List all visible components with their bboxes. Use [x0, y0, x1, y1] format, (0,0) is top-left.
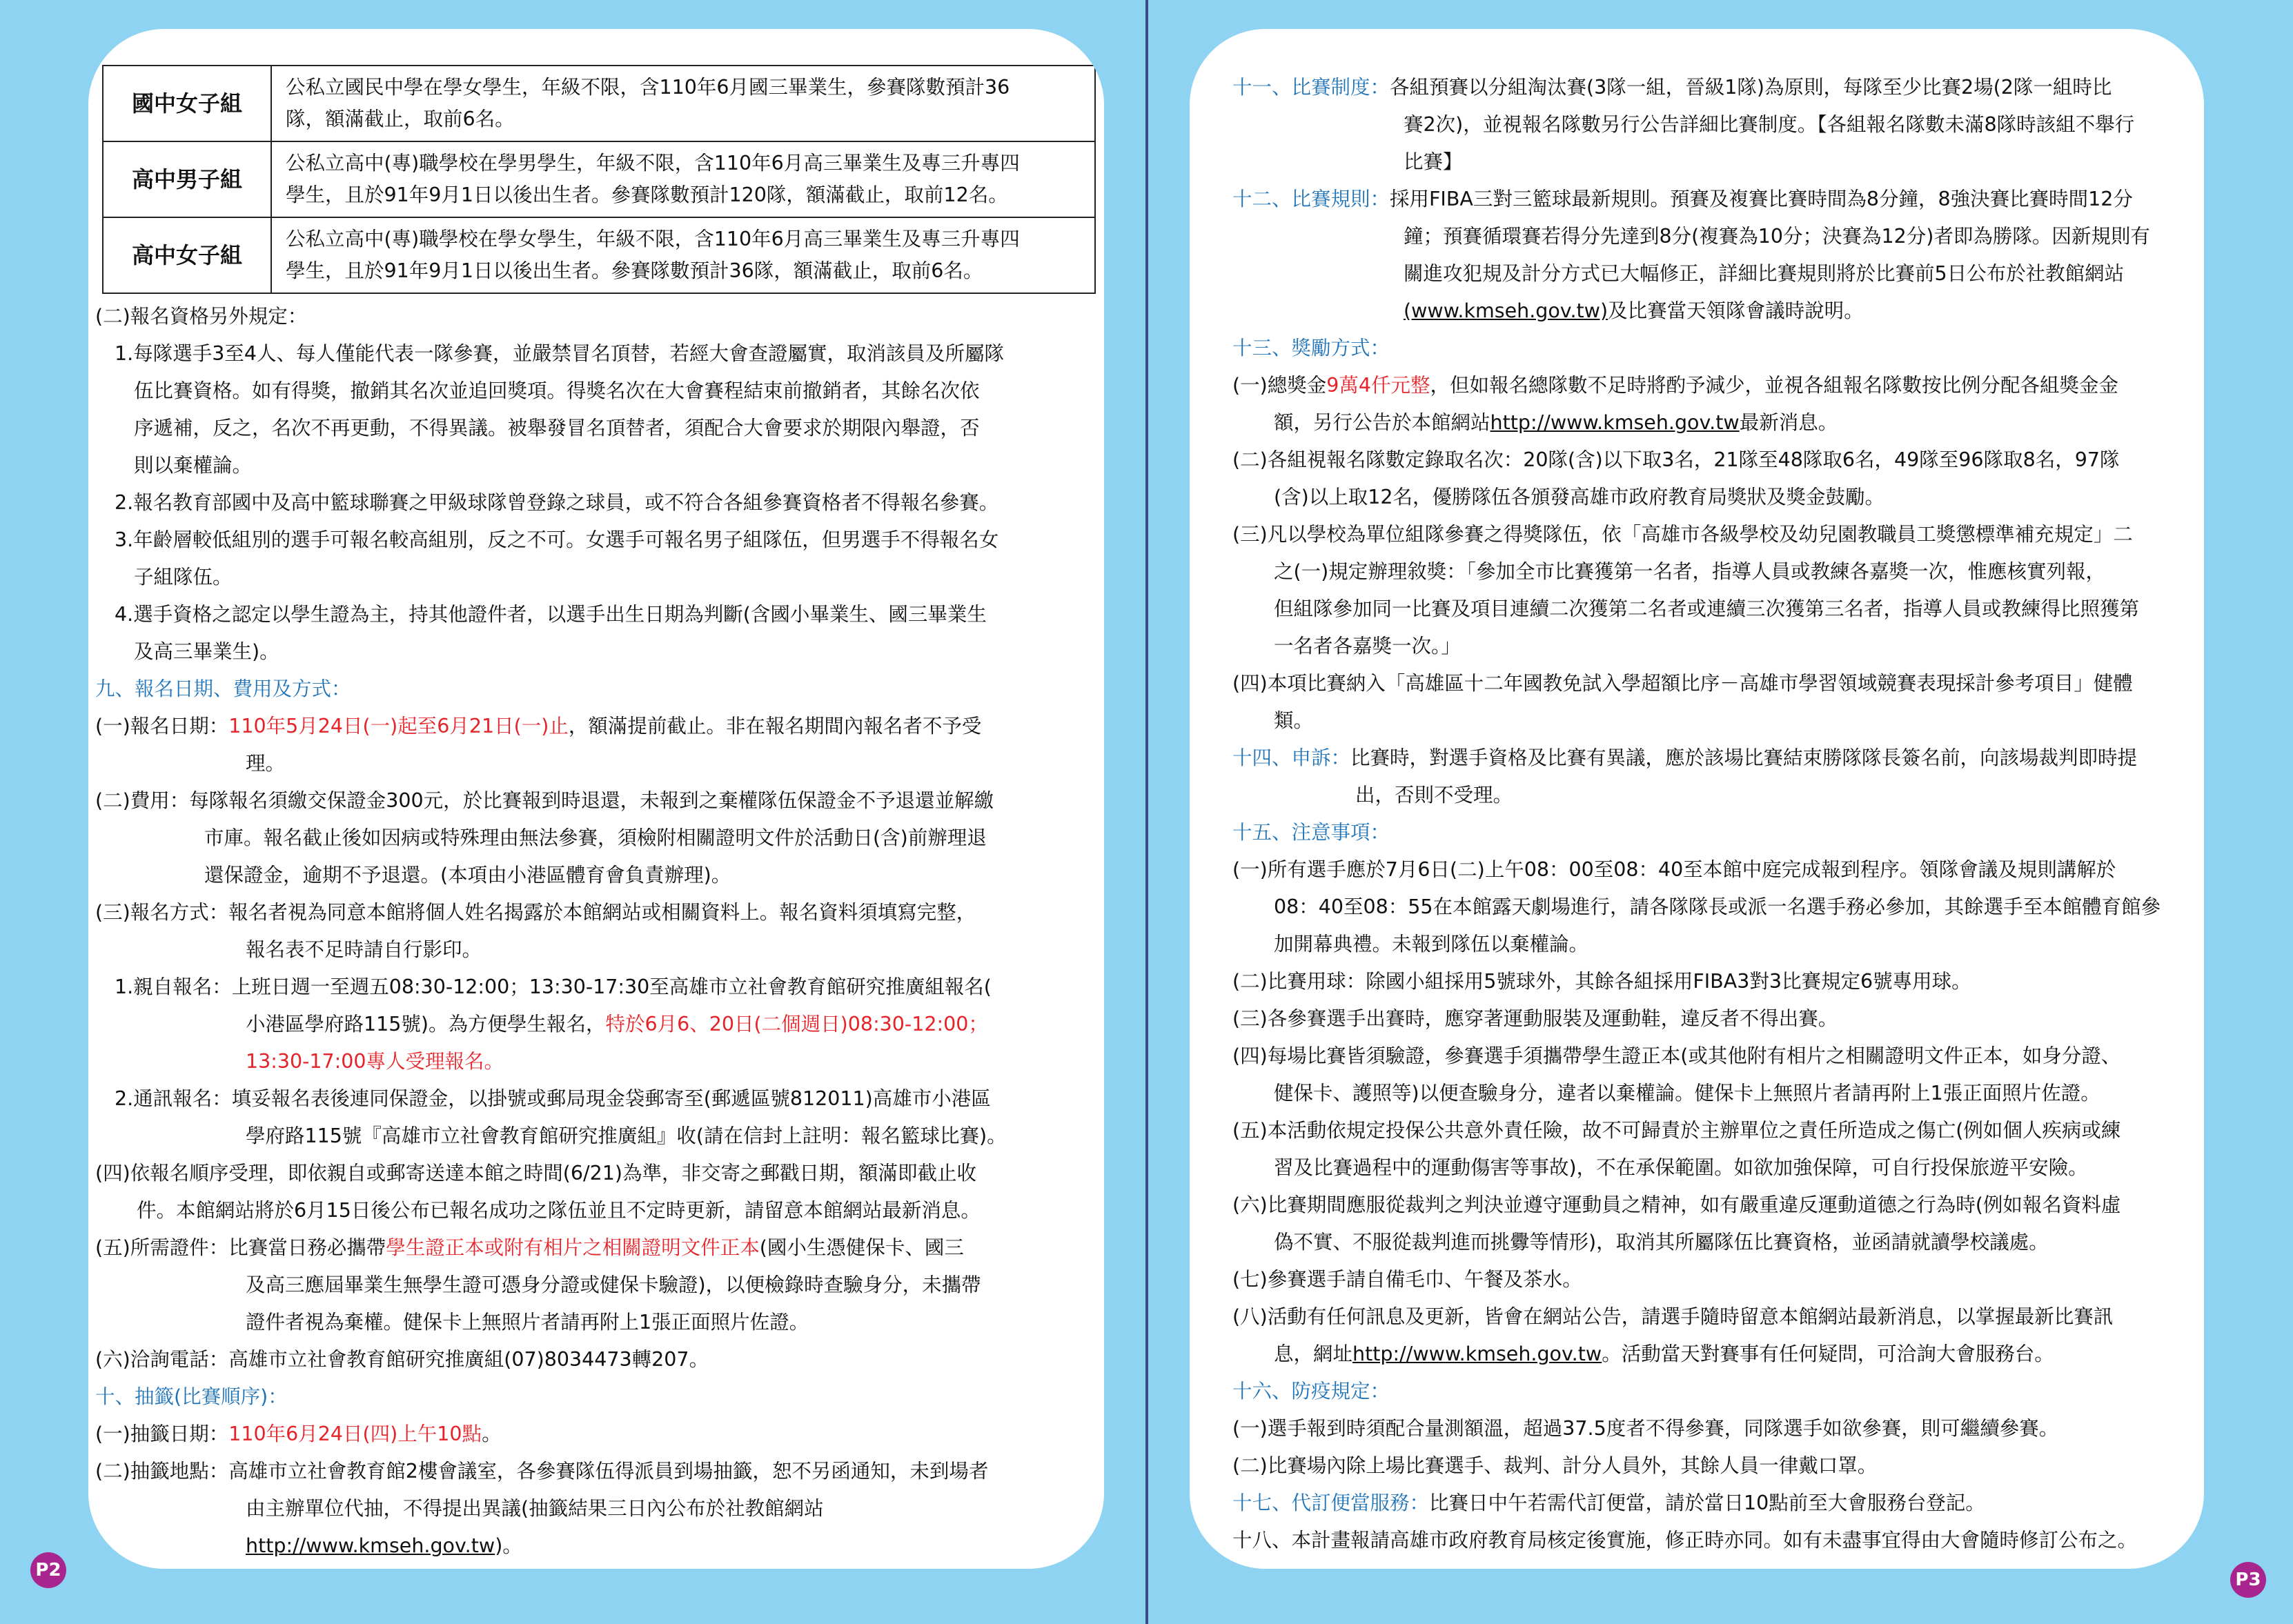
- rule-text: 鐘；預賽循環賽若得分先達到8分(複賽為10分；決賽為12分)者即為勝隊。因新規則有: [1404, 225, 2150, 248]
- notice-item: (一)所有選手應於7月6日(二)上午08：00至08：40至本館中庭完成報到程序。領隊會議及規則講解於: [1232, 858, 2116, 881]
- eligibility-table: [102, 65, 1096, 294]
- rule-text: 證件者視為棄權。健保卡上無照片者請再附上1張正面照片佐證。: [246, 1311, 809, 1334]
- website-link[interactable]: (www.kmseh.gov.tw): [1404, 299, 1608, 322]
- section-heading: 十、抽籤(比賽順序)：: [95, 1385, 288, 1408]
- draw-location: (二)抽籤地點：高雄市立社會教育館2樓會議室，各參賽隊伍得派員到場抽籤，恕不另函通知，未到場者: [95, 1460, 989, 1483]
- rule-text: 出，否則不受理。: [1355, 784, 1513, 806]
- fee-rule: (二)費用：每隊報名須繳交保證金300元，於比賽報到時退還，未報到之棄權隊伍保證金不予退還並解繳: [95, 789, 994, 812]
- rule-text: 加開幕典禮。未報到隊伍以棄權論。: [1274, 933, 1589, 955]
- group-name: 高中男子組: [103, 141, 271, 217]
- rule-text: 則以棄權論。: [134, 454, 253, 477]
- notice-item: (六)比賽期間應服從裁判之判決並遵守運動員之精神，如有嚴重違反運動道德之行為時(例如報名資料虛: [1232, 1194, 2121, 1216]
- notice-item: (四)每場比賽皆須驗證，參賽選手須攜帶學生證正本(或其他附有相片之相關證明文件正本，如身分證、: [1232, 1044, 2121, 1067]
- group-name: 高中女子組: [103, 217, 271, 293]
- rule-text: 賽2次)，並視報名隊數另行公告詳細比賽制度。【各組報名隊數未滿8隊時該組不舉行: [1404, 113, 2135, 136]
- notice-item: (七)參賽選手請自備毛巾、午餐及茶水。: [1232, 1268, 1582, 1291]
- lunch-service: 十七、代訂便當服務：比賽日中午若需代訂便當，請於當日10點前至大會服務台登記。: [1232, 1492, 1985, 1514]
- prize-money: (一)總獎金9萬4仟元整，但如報名總隊數不足時將酌予減少，並視各組報名隊數按比例分配各組獎金金: [1232, 374, 2119, 397]
- competition-rules: 十二、比賽規則：採用FIBA三對三籃球最新規則。預賽及複賽比賽時間為8分鐘，8強決賽比賽時間12分: [1232, 188, 2133, 210]
- group-name: 國中女子組: [103, 66, 271, 141]
- website-link[interactable]: http://www.kmseh.gov.tw: [1352, 1343, 1602, 1365]
- rule-text: 比賽】: [1404, 150, 1463, 173]
- group-description: 公私立國民中學在學女學生，年級不限，含110年6月國三畢業生，參賽隊數預計36 隊，額滿截止，取前6名。: [271, 66, 1095, 141]
- rule-text: 學府路115號『高雄市立社會教育館研究推廣組』收(請在信封上註明：報名籃球比賽)。: [246, 1125, 1007, 1147]
- website-link[interactable]: http://www.kmseh.gov.tw: [1490, 411, 1740, 434]
- table-row: [103, 141, 1095, 217]
- rule-text: 之(一)規定辦理敘獎：「參加全市比賽獲第一名者，指導人員或教練各嘉獎一次，惟應核實列報，: [1274, 560, 2105, 583]
- rule-text: 由主辦單位代抽，不得提出異議(抽籤結果三日內公布於社教館網站: [246, 1497, 824, 1520]
- admission-rule: (四)本項比賽納入「高雄區十二年國教免試入學超額比序－高雄市學習領域競賽表現採計參考項目」健體: [1232, 672, 2133, 695]
- subsection-heading: (二)報名資格另外規定：: [95, 305, 308, 328]
- left-body: [88, 298, 1104, 1565]
- book-spine: [1145, 0, 1148, 1624]
- epidemic-rule: (二)比賽場內除上場比賽選手、裁判、計分人員外，其餘人員一律戴口罩。: [1232, 1454, 1878, 1477]
- notice-item: (三)各參賽選手出賽時，應穿著運動服裝及運動鞋，違反者不得出賽。: [1232, 1007, 1838, 1030]
- rule-text: 息，網址http://www.kmseh.gov.tw。活動當天對賽事有任何疑問，可洽詢大會服務台。: [1274, 1343, 2054, 1365]
- award-rule: (三)凡以學校為單位組隊參賽之得獎隊伍，依「高雄市各級學校及幼兒園教職員工獎懲標準補充規定」二: [1232, 523, 2133, 546]
- rule-text: 但組隊參加同一比賽及項目連續二次獲第二名者或連續三次獲第三名者，指導人員或教練得比照獲第: [1274, 597, 2140, 620]
- rule-text: 健保卡、護照等)以便查驗身分，違者以棄權論。健保卡上無照片者請再附上1張正面照片佐證。: [1274, 1082, 2100, 1105]
- epidemic-rule: (一)選手報到時須配合量測額溫，超過37.5度者不得參賽，同隊選手如欲參賽，則可繼續參賽。: [1232, 1417, 2059, 1440]
- notice-item: (八)活動有任何訊息及更新，皆會在網站公告，請選手隨時留意本館網站最新消息，以掌握最新比賽訊: [1232, 1305, 2114, 1328]
- notice-item: (二)比賽用球：除國小組採用5號球外，其餘各組採用FIBA3對3比賽規定6號專用球。: [1232, 970, 1971, 993]
- rule-text: 及高三畢業生)。: [134, 640, 279, 663]
- rule-text: 額，另行公告於本館網站http://www.kmseh.gov.tw最新消息。: [1274, 411, 1838, 434]
- right-page: [1190, 29, 2204, 1569]
- rule-text: 習及比賽過程中的運動傷害等事故)，不在承保範圍。如欲加強保障，可自行投保旅遊平安險。: [1274, 1156, 2088, 1179]
- section-heading: 十三、獎勵方式：: [1232, 337, 1390, 359]
- rule-text: 偽不實、不服從裁判進而挑釁等情形)，取消其所屬隊伍比賽資格，並函請就讀學校議處。: [1274, 1231, 2049, 1254]
- in-person-registration: 1.親自報名：上班日週一至週五08:30-12:00；13:30-17:30至高雄市立社會教育館研究推廣組報名(: [115, 976, 992, 998]
- notice-item: (五)本活動依規定投保公共意外責任險，故不可歸責於主辦單位之責任所造成之傷亡(例如個人疾病或練: [1232, 1119, 2121, 1142]
- rule-text: 件。本館網站將於6月15日後公布已報名成功之隊伍並且不定時更新，請留意本館網站最新消息。: [137, 1199, 981, 1222]
- rule-item: 3.年齡層較低組別的選手可報名較高組別，反之不可。女選手可報名男子組隊伍，但男選手不得報名女: [115, 528, 999, 551]
- rule-item: 2.報名教育部國中及高中籃球聯賽之甲級球隊曾登錄之球員，或不符合各組參賽資格者不得報名參賽。: [115, 491, 999, 514]
- rule-text: 子組隊伍。: [134, 566, 233, 588]
- rule-text: 08：40至08：55在本館露天劇場進行，請各隊隊長或派一名選手務必參加，其餘選手至本館體育館參: [1274, 895, 2161, 918]
- appeal-rule: 十四、申訴：比賽時，對選手資格及比賽有異議，應於該場比賽結束勝隊隊長簽名前，向該場裁判即時提: [1232, 746, 2138, 769]
- competition-system: 十一、比賽制度：各組預賽以分組淘汰賽(3隊一組，晉級1隊)為原則，每隊至少比賽2場(2隊一組時比: [1232, 76, 2112, 99]
- table-row: [103, 217, 1095, 293]
- rule-text: 一名者各嘉獎一次。」: [1274, 635, 1461, 657]
- draw-date: (一)抽籤日期：110年6月24日(四)上午10點。: [95, 1423, 502, 1445]
- rule-text: 序遞補，反之，名次不再更動，不得異議。被舉發冒名頂替者，須配合大會要求於期限內舉證，否: [134, 417, 980, 439]
- rule-item: 1.每隊選手3至4人、每人僅能代表一隊參賽，並嚴禁冒名頂替，若經大會查證屬實，取消該員及所屬隊: [115, 342, 1004, 365]
- contact-phone: (六)洽詢電話：高雄市立社會教育館研究推廣組(07)8034473轉207。: [95, 1348, 709, 1371]
- rule-text: http://www.kmseh.gov.tw)。: [246, 1534, 522, 1557]
- rule-text: 小港區學府路115號)。為方便學生報名，特於6月6、20日(二個週日)08:30-12:00；: [246, 1013, 988, 1036]
- group-description: 公私立高中(專)職學校在學男學生，年級不限，含110年6月高三畢業生及專三升專四 學生，且於91年9月1日以後出生者。參賽隊數預計120隊，額滿截止，取前12名。: [271, 141, 1095, 217]
- left-page: [88, 29, 1104, 1569]
- section-heading: 十五、注意事項：: [1232, 821, 1390, 844]
- rule-text: 市庫。報名截止後如因病或特殊理由無法參賽，須檢附相關證明文件於活動日(含)前辦理退: [204, 826, 987, 849]
- rule-text: 伍比賽資格。如有得獎，撤銷其名次並追回獎項。得獎名次在大會賽程結束前撤銷者，其餘名次依: [134, 379, 980, 402]
- rule-item: 4.選手資格之認定以學生證為主，持其他證件者，以選手出生日期為判斷(含國小畢業生、國三畢業生: [115, 603, 987, 626]
- rule-text: (www.kmseh.gov.tw)及比賽當天領隊會議時說明。: [1404, 299, 1864, 322]
- rule-text: 還保證金，逾期不予退還。(本項由小港區體育會負責辦理)。: [204, 864, 731, 887]
- required-documents: (五)所需證件：比賽當日務必攜帶學生證正本或附有相片之相關證明文件正本(國小生憑健保卡、國三: [95, 1236, 964, 1259]
- final-clause: 十八、本計畫報請高雄市政府教育局核定後實施，修正時亦同。如有未盡事宜得由大會隨時修訂公布之。: [1232, 1529, 2138, 1552]
- ranking-rule: (二)各組視報名隊數定錄取名次：20隊(含)以下取3名，21隊至48隊取6名，49隊至96隊取8名，97隊: [1232, 448, 2120, 471]
- right-body: [1232, 69, 2192, 1559]
- registration-order: (四)依報名順序受理，即依親自或郵寄送達本館之時間(6/21)為準，非交寄之郵戳日期，額滿即截止收: [95, 1162, 976, 1185]
- rule-text: 及高三應屆畢業生無學生證可憑身分證或健保卡驗證)，以便檢錄時查驗身分，未攜帶: [246, 1274, 981, 1296]
- rule-text: 理。: [246, 752, 286, 775]
- mail-registration: 2.通訊報名：填妥報名表後連同保證金，以掛號或郵局現金袋郵寄至(郵遞區號812011)高雄市小港區: [115, 1087, 991, 1110]
- rule-text: 關進攻犯規及計分方式已大幅修正，詳細比賽規則將於比賽前5日公布於社教館網站: [1404, 262, 2125, 285]
- section-heading: 十六、防疫規定：: [1232, 1380, 1390, 1403]
- rule-text: 類。: [1274, 709, 1314, 732]
- page-number-badge: P2: [30, 1552, 66, 1588]
- table-row: [103, 66, 1095, 141]
- page-number-badge: P3: [2230, 1562, 2266, 1598]
- registration-method: (三)報名方式：報名者視為同意本館將個人姓名揭露於本館網站或相關資料上。報名資料須填寫完整，: [95, 901, 976, 924]
- registration-date: (一)報名日期：110年5月24日(一)起至6月21日(一)止，額滿提前截止。非在報名期間內報名者不予受: [95, 715, 982, 737]
- section-heading: 九、報名日期、費用及方式：: [95, 677, 351, 700]
- rule-text: 報名表不足時請自行影印。: [246, 938, 482, 961]
- group-description: 公私立高中(專)職學校在學女學生，年級不限，含110年6月高三畢業生及專三升專四 學生，且於91年9月1日以後出生者。參賽隊數預計36隊，額滿截止，取前6名。: [271, 217, 1095, 293]
- website-link[interactable]: http://www.kmseh.gov.tw: [246, 1534, 495, 1557]
- rule-text: 13:30-17:00專人受理報名。: [246, 1050, 504, 1073]
- rule-text: (含)以上取12名，優勝隊伍各頒發高雄市政府教育局獎狀及獎金鼓勵。: [1274, 486, 1885, 508]
